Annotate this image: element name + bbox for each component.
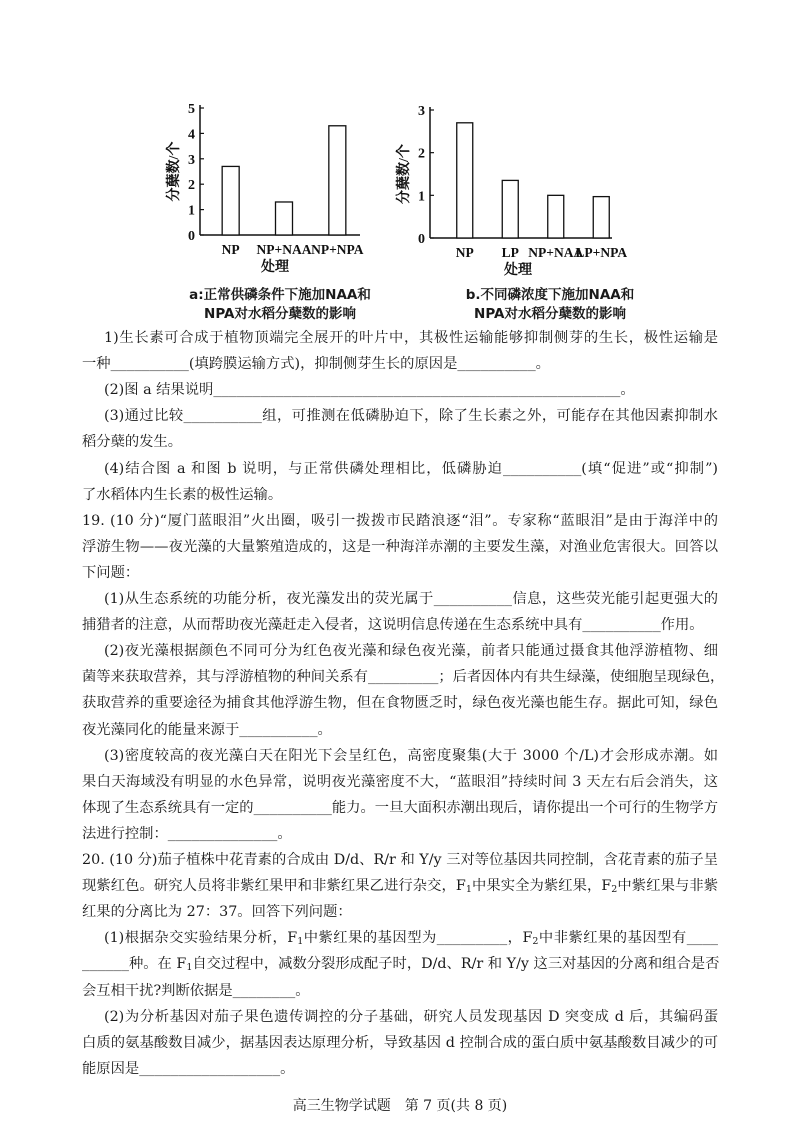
text-line xyxy=(104,328,718,348)
y-tick-label: 1 xyxy=(188,203,195,219)
text-segment: 。 xyxy=(280,1060,295,1077)
x-tick-label: LP+NPA xyxy=(575,245,628,260)
answer-blank[interactable]: __________ xyxy=(183,409,262,425)
y-tick-label: 4 xyxy=(188,127,195,143)
text-segment: 菌等来获取营养，其与浮游植物的种间关系有 xyxy=(82,669,368,686)
text-segment: 果白天海域没有明显的水色异常，说明夜光藻密度不大，“蓝眼泪”持续时间 3 天左右后会消失，这 xyxy=(82,773,718,790)
text-segment: (3)密度较高的夜光藻白天在阳光下会呈红色，高密度聚集(大于 3000 个/L)才会形成赤潮。如 xyxy=(104,747,718,764)
chart-a-caption xyxy=(170,286,390,324)
subscript: 1 xyxy=(297,936,304,948)
text-segment: 夜光藻同化的能量来源于 xyxy=(82,721,240,738)
answer-blank[interactable]: __________ xyxy=(110,357,189,373)
text-line xyxy=(104,589,718,610)
text-line xyxy=(104,380,718,401)
text-segment: 1)生长素可合成于植物顶端完全展开的叶片中，其极性运输能够抑制侧芽的生长，极性运输是 xyxy=(104,330,718,346)
text-segment: (2)图 a 结果说明 xyxy=(104,382,214,399)
answer-blank[interactable]: __________ xyxy=(433,592,512,607)
text-segment: 法进行控制： xyxy=(82,825,168,842)
text-segment: 体现了生态系统具有一定的 xyxy=(82,799,254,816)
text-line xyxy=(82,667,725,688)
text-segment: 中非紫红果的基因型有 xyxy=(538,930,687,947)
bar xyxy=(276,202,293,235)
x-tick-label: LP xyxy=(501,245,519,260)
text-line xyxy=(82,432,718,452)
text-segment: ，F xyxy=(507,930,533,947)
text-line xyxy=(82,824,718,845)
y-tick-label: 0 xyxy=(418,232,425,247)
answer-blank[interactable]: __________________ xyxy=(139,1061,281,1077)
text-line xyxy=(82,876,718,900)
bar xyxy=(502,180,518,238)
text-line xyxy=(104,459,718,480)
x-axis-label: 处理 xyxy=(261,260,289,275)
answer-blank[interactable]: ________ xyxy=(232,983,296,999)
text-line xyxy=(82,981,718,1002)
text-line xyxy=(82,902,718,922)
chart-a-tillers-normal-phosphorus xyxy=(160,95,380,275)
text-segment: 稻分蘖的发生。 xyxy=(82,434,183,451)
chart-svg xyxy=(397,95,640,278)
text-segment: 下问题： xyxy=(82,564,140,581)
subscript: 1 xyxy=(465,884,472,896)
text-line xyxy=(82,772,718,792)
text-line xyxy=(82,1059,718,1080)
bar xyxy=(548,195,564,238)
subscript: 2 xyxy=(611,884,618,896)
x-tick-label: NP xyxy=(221,242,240,257)
text-line xyxy=(104,746,718,766)
text-segment: 了水稻体内生长素的极性运输。 xyxy=(82,486,283,503)
text-segment: 组，可推测在低磷胁迫下，除了生长素之外，可能存在其他因素抑制水 xyxy=(261,408,718,425)
text-segment: 。 xyxy=(535,356,550,373)
x-tick-label: NP+NAA xyxy=(256,242,312,257)
text-line xyxy=(82,693,718,713)
text-segment: 作用。 xyxy=(660,617,704,634)
text-segment: (4)结合图 a 和图 b 说明，与正常供磷处理相比，低磷胁迫 xyxy=(104,460,504,477)
text-line xyxy=(82,563,718,583)
text-line xyxy=(82,850,718,870)
y-tick-label: 5 xyxy=(188,102,195,117)
text-segment: (填“促进”或“抑制”) xyxy=(581,460,718,477)
bar xyxy=(329,126,346,235)
text-segment: 信息，这些荧光能引起更强大的 xyxy=(511,591,719,607)
answer-blank[interactable]: _________ xyxy=(436,931,508,947)
text-segment: 现紫红色。研究人员将非紫红果甲和非紫红果乙进行杂交，F xyxy=(82,878,466,895)
text-segment: (2)为分析基因对茄子果色遗传调控的分子基础，研究人员发现基因 D 突变成 d 后，其编码蛋 xyxy=(104,1008,718,1025)
bar xyxy=(457,123,473,238)
y-axis-label: 分蘖数/个 xyxy=(167,141,182,202)
answer-blank[interactable]: ______________ xyxy=(167,826,278,842)
answer-blank[interactable]: __________ xyxy=(239,722,318,738)
text-segment: 白质的氨基酸数目减少，据基因表达原理分析，导致基因 d 控制合成的蛋白质中氨基酸数目减少的可 xyxy=(82,1034,718,1051)
text-line xyxy=(82,954,718,978)
subscript: 2 xyxy=(532,936,539,948)
x-axis-label: 处理 xyxy=(504,263,532,278)
text-segment: 会互相干扰?判断依据是 xyxy=(82,982,233,999)
bar xyxy=(593,197,609,238)
text-segment: 中果实全为紫红果，F xyxy=(471,878,612,895)
bar xyxy=(222,166,239,235)
text-segment: (2)夜光藻根据颜色不同可分为红色夜光藻和绿色夜光藻，前者只能通过摄食其他浮游植物、细 xyxy=(104,643,718,660)
text-line xyxy=(104,641,718,661)
y-tick-label: 1 xyxy=(418,189,425,205)
text-line xyxy=(82,485,718,505)
y-axis-label: 分蘖数/个 xyxy=(397,144,412,204)
text-segment: 中紫红果与非紫 xyxy=(617,878,719,895)
text-segment: 获取营养的重要途径为捕食其他浮游生物，但在食物匮乏时，绿色夜光藻也能生存。据此可知，绿色 xyxy=(82,695,718,712)
answer-blank[interactable]: __________ xyxy=(503,461,582,477)
x-tick-label: NP+NPA xyxy=(311,242,364,257)
y-tick-label: 2 xyxy=(418,146,425,162)
text-segment: 。 xyxy=(317,721,332,738)
answer-blank[interactable]: __________ xyxy=(457,357,536,373)
text-line xyxy=(82,615,718,636)
chart-a-caption-line: a:正常供磷条件下施加NAA和 xyxy=(189,287,371,303)
text-line xyxy=(82,511,718,531)
text-segment: 中紫红果的基因型为 xyxy=(303,930,437,947)
text-segment: 红果的分离比为 27：37。回答下列问题： xyxy=(82,904,352,921)
text-segment: 一种 xyxy=(82,356,111,373)
answer-blank[interactable]: ______ xyxy=(82,957,129,973)
text-segment: 20. (10 分)茄子植株中花青素的合成由 D/d、R/r 和 Y/y 三对等位基因共同控制，含花青素的茄子呈 xyxy=(82,852,718,868)
text-segment: 能原因是 xyxy=(82,1060,140,1077)
y-tick-label: 0 xyxy=(188,229,195,244)
text-line xyxy=(82,537,718,557)
text-line xyxy=(104,1007,718,1027)
chart-b-caption-line: NPA对水稻分蘖数的影响 xyxy=(474,306,626,322)
text-line xyxy=(104,928,718,952)
x-tick-label: NP xyxy=(455,245,474,260)
text-segment: 。 xyxy=(277,825,292,842)
text-segment: (填跨膜运输方式)，抑制侧芽生长的原因是 xyxy=(188,356,458,373)
text-segment: 能力。一旦大面积赤潮出现后，请你提出一个可行的生物学方 xyxy=(331,799,719,816)
subscript: 1 xyxy=(186,962,193,974)
text-segment: (3)通过比较 xyxy=(104,408,184,425)
y-tick-label: 2 xyxy=(188,178,195,194)
text-line xyxy=(82,798,718,819)
answer-blank[interactable]: __________ xyxy=(582,618,661,634)
text-segment: (1)根据杂交实验结果分析，F xyxy=(104,930,298,947)
chart-b-caption xyxy=(450,286,650,324)
answer-blank[interactable]: ____________________________________________________ xyxy=(213,383,621,399)
text-segment: 种。在 F xyxy=(128,956,187,973)
text-line xyxy=(104,406,718,427)
text-line xyxy=(82,1033,718,1053)
chart-b-caption-line: b.不同磷浓度下施加NAA和 xyxy=(465,287,635,303)
text-segment: (1)从生态系统的功能分析，夜光藻发出的荧光属于 xyxy=(104,591,434,607)
answer-blank[interactable]: _________ xyxy=(367,670,439,686)
text-segment: 。 xyxy=(620,382,635,399)
text-segment: 。 xyxy=(295,982,310,999)
chart-svg xyxy=(160,95,380,275)
chart-a-caption-line: NPA对水稻分蘖数的影响 xyxy=(204,306,356,322)
chart-b-tillers-phosphorus-levels xyxy=(397,95,640,278)
x-tick-label: NP+NAA xyxy=(528,245,584,260)
text-segment: 捕猎者的注意，从而帮助夜光藻赶走入侵者，这说明信息传递在生态系统中具有 xyxy=(82,617,583,634)
text-segment: 自交过程中，减数分裂形成配子时，D/d、R/r 和 Y/y 这三对基因的分离和组合是否 xyxy=(192,956,720,973)
text-segment: 19. (10 分)“厦门蓝眼泪”火出圈，吸引一拨拨市民踏浪逐“泪”。专家称“蓝眼泪”是由于海洋中的 xyxy=(82,512,718,529)
text-segment: 浮游生物——夜光藻的大量繁殖造成的，这是一种海洋赤潮的主要发生藻，对渔业危害很大。回答以 xyxy=(82,538,718,555)
y-tick-label: 3 xyxy=(188,152,195,168)
answer-blank[interactable]: ____ xyxy=(686,931,719,947)
text-segment: ；后者因体内有共生绿藻，使细胞呈现绿色， xyxy=(438,669,725,686)
page-footer: 高三生物学试题 第 7 页(共 8 页) xyxy=(292,1098,508,1114)
text-line xyxy=(82,354,718,375)
answer-blank[interactable]: __________ xyxy=(253,800,332,816)
text-line xyxy=(82,720,718,741)
y-tick-label: 3 xyxy=(418,104,425,119)
